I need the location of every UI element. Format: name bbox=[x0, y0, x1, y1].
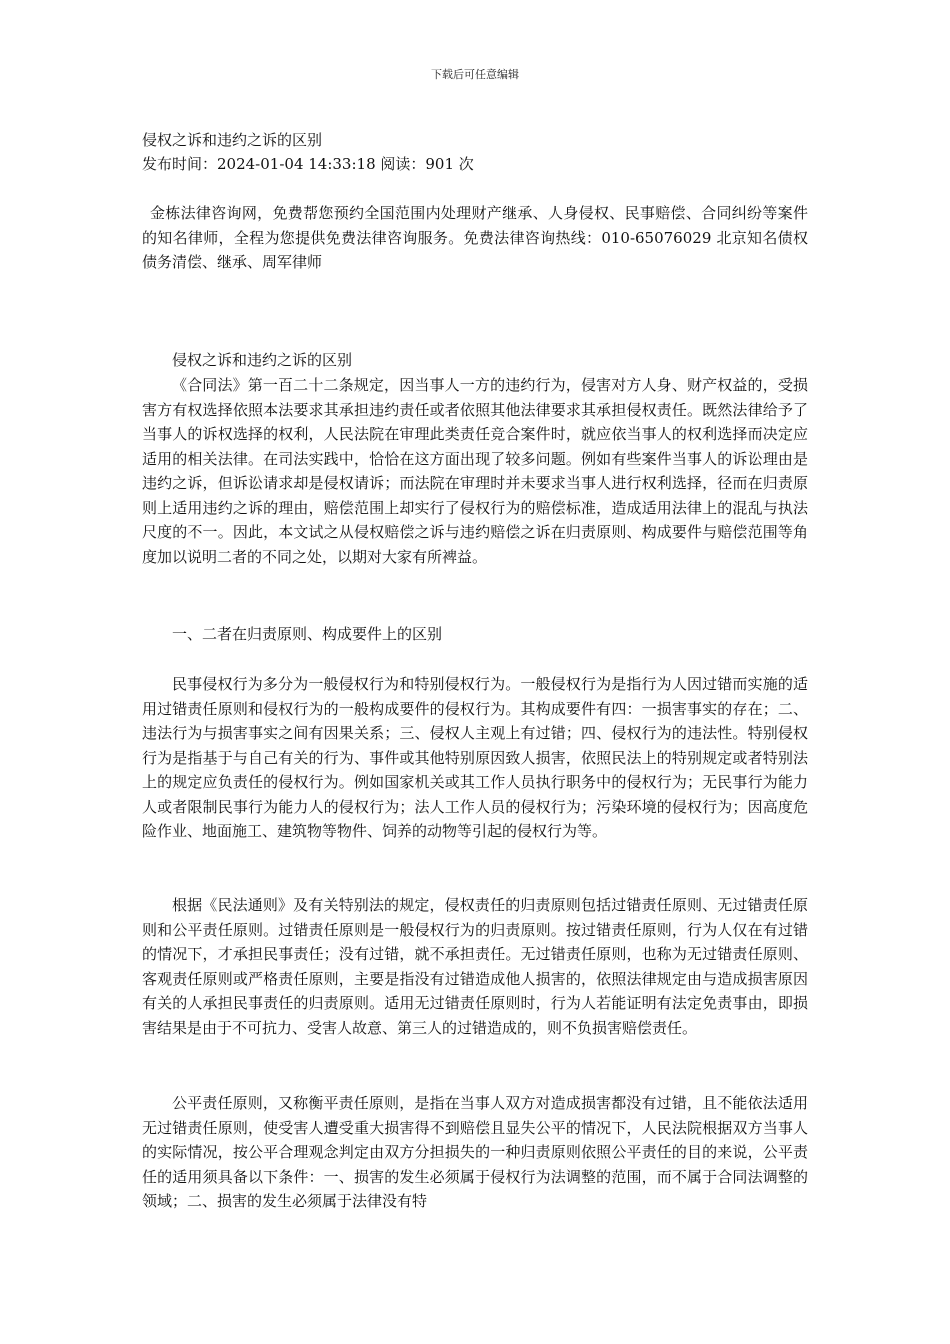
section-title: 侵权之诉和违约之诉的区别 bbox=[172, 351, 353, 369]
article-meta: 发布时间：2024-01-04 14:33:18 阅读：901 次 bbox=[142, 155, 474, 173]
paragraph-contract-law: 《合同法》第一百二十二条规定，因当事人一方的违约行为，侵害对方人身、财产权益的，受损害方有权选择依照本法要求其承担违约责任或者依照其他法律要求其承担侵权责任。既然法律给予了当事人的诉权选择的权利，人民法院在审理此类责任竞合案件时，就应依当事人的权利选择而决定应适用的相关法律。在司法实践中，恰恰在这方面出现了较多问题。例如有些案件当事人的诉讼理由是违约之诉，但诉讼请求却是侵权请诉；而法院在审理时并未要求当事人进行权利选择，径而在归责原则上适用违约之诉的理由，赔偿范围上却实行了侵权行为的赔偿标准，造成适用法律上的混乱与执法尺度的不一。因此，本文试之从侵权赔偿之诉与违约赔偿之诉在归责原则、构成要件与赔偿范围等角度加以说明二者的不同之处，以期对大家有所裨益。 bbox=[142, 376, 808, 566]
article-title: 侵权之诉和违约之诉的区别 bbox=[142, 131, 323, 149]
intro-paragraph: 金栋法律咨询网，免费帮您预约全国范围内处理财产继承、人身侵权、民事赔偿、合同纠纷等案件的知名律师，全程为您提供免费法律咨询服务。免费法律咨询热线：010-65076029 北京知名债权债务清偿、继承、周军律师 bbox=[142, 204, 808, 271]
paragraph-tort-types: 民事侵权行为多分为一般侵权行为和特别侵权行为。一般侵权行为是指行为人因过错而实施的适用过错责任原则和侵权行为的一般构成要件的侵权行为。其构成要件有四：一损害事实的存在；二、违法行为与损害事实之间有因果关系；三、侵权人主观上有过错；四、侵权行为的违法性。特别侵权行为是指基于与自己有关的行为、事件或其他特别原因致人损害，依照民法上的特别规定或者特别法上的规定应负责任的侵权行为。例如国家机关或其工作人员执行职务中的侵权行为；无民事行为能力人或者限制民事行为能力人的侵权行为；法人工作人员的侵权行为；污染环境的侵权行为；因高度危险作业、地面施工、建筑物等物件、饲养的动物等引起的侵权行为等。 bbox=[142, 675, 808, 840]
paragraph-fairness-principle: 公平责任原则，又称衡平责任原则，是指在当事人双方对造成损害都没有过错，且不能依法适用无过错责任原则，使受害人遭受重大损害得不到赔偿且显失公平的情况下，人民法院根据双方当事人的实际情况，按公平合理观念判定由双方分担损失的一种归责原则依照公平责任的目的来说，公平责任的适用须具备以下条件：一、损害的发生必须属于侵权行为法调整的范围，而不属于合同法调整的领域；二、损害的发生必须属于法律没有特 bbox=[142, 1094, 808, 1210]
paragraph-liability-principles: 根据《民法通则》及有关特别法的规定，侵权责任的归责原则包括过错责任原则、无过错责任原则和公平责任原则。过错责任原则是一般侵权行为的归责原则。按过错责任原则，行为人仅在有过错的情况下，才承担民事责任；没有过错，就不承担责任。无过错责任原则，也称为无过错责任原则、客观责任原则或严格责任原则，主要是指没有过错造成他人损害的，依照法律规定由与造成损害原因有关的人承担民事责任的归责原则。适用无过错责任原则时，行为人若能证明有法定免责事由，即损害结果是由于不可抗力、受害人故意、第三人的过错造成的，则不负损害赔偿责任。 bbox=[142, 896, 808, 1037]
download-note: 下载后可任意编辑 bbox=[431, 68, 519, 81]
heading-liability-principles: 一、二者在归责原则、构成要件上的区别 bbox=[172, 625, 443, 643]
